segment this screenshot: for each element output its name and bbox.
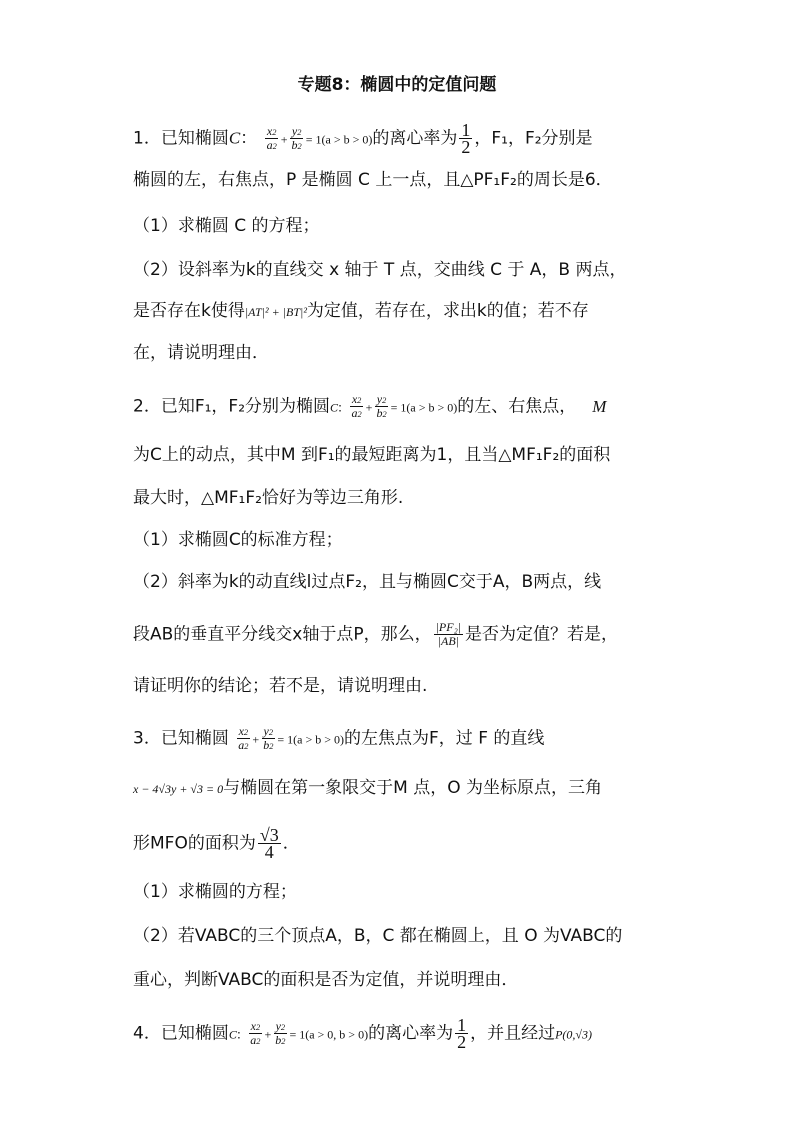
fraction-x2-a2: $\frac{x^2}{a^2}$ — [238, 724, 249, 752]
point-m: M — [592, 396, 607, 416]
problem-2-line-2: 为C上的动点，其中M 到F₁的最短距离为1，且当△MF₁F₂的面积 — [133, 445, 611, 465]
colon: : — [338, 400, 343, 415]
point-p: P(0,√3) — [555, 1027, 592, 1042]
problem-4-line-1: 4．已知椭圆C: $\frac{x^2}{a^2}$ + $\frac{y^2}{b^2}$ = 1(a > 0, b > 0)的离心率为 $\frac{1}{2}$ ，并且经过P(0,√3) — [133, 1015, 592, 1052]
text-segment: 段AB的垂直平分线交x轴于点P，那么， — [133, 624, 432, 645]
fraction-y2-b2: $\frac{y^2}{b^2}$ — [263, 724, 274, 752]
problem-2-line-3: 最大时，△MF₁F₂恰好为等边三角形. — [133, 488, 404, 508]
ellipse-name: C — [228, 128, 241, 148]
problem-lead: 已知椭圆 — [160, 1023, 229, 1044]
equation-tail: = 1(a > b > 0) — [277, 732, 345, 747]
problem-number: 4． — [133, 1023, 161, 1044]
fraction-x2-a2: $\frac{x^2}{a^2}$ — [250, 1019, 261, 1047]
fraction-y2-b2: $\frac{y^2}{b^2}$ — [291, 124, 302, 152]
equation-tail: = 1(a > b > 0) — [390, 400, 458, 415]
problem-lead: 已知椭圆 — [160, 728, 229, 749]
problem-1-line-1 — [133, 122, 593, 155]
problem-3-question-1: （1）求椭圆的方程； — [133, 882, 297, 902]
problem-1-line-2: 椭圆的左，右焦点，P 是椭圆 C 上一点，且△PF₁F₂的周长是6． — [133, 170, 613, 190]
eccentricity-text: 的离心率为 — [372, 128, 458, 149]
text-segment: 的左、右焦点， — [457, 396, 577, 417]
eccentricity-text: 的离心率为 — [368, 1023, 454, 1044]
colon: ： — [240, 128, 258, 149]
text-segment: ． — [282, 833, 300, 854]
fraction-x2-a2: $\frac{x^2}{a^2}$ — [266, 124, 277, 152]
fraction-sqrt3-over-4: $\frac{√3}{4}$ — [259, 825, 279, 862]
fraction-one-half: $\frac{1}{2}$ — [461, 120, 471, 157]
problem-number: 2． — [133, 396, 161, 417]
problem-3-question-2-line-2: 重心，判断VABC的面积是否为定值，并说明理由． — [133, 970, 519, 990]
page-title: 专题8：椭圆中的定值问题 — [297, 75, 497, 95]
problem-3-line-1: 3．已知椭圆 $\frac{x^2}{a^2}$ + $\frac{y^2}{b^2}$ = 1(a > b > 0)的左焦点为F，过 F 的直线 — [133, 724, 545, 752]
problem-number: 1． — [133, 128, 161, 149]
problem-3-line-3 — [133, 827, 300, 860]
sum-of-squares-expression: |AT|² + |BT|² — [244, 305, 307, 319]
problem-lead: 已知F₁，F₂分别为椭圆 — [160, 396, 331, 417]
problem-number: 3． — [133, 728, 161, 749]
problem-1-question-1: （1）求椭圆 C 的方程； — [133, 216, 320, 236]
fraction-pf2-over-ab: $\frac{\text{|PF₂|}}{|AB|}$ — [435, 620, 462, 648]
equation-tail: = 1(a > b > 0) — [305, 132, 373, 147]
problem-2-question-2-line-3: 请证明你的结论；若不是，请说明理由. — [133, 676, 428, 696]
fraction-y2-b2: $\frac{y^2}{b^2}$ — [275, 1019, 286, 1047]
ellipse-name: C — [228, 1027, 237, 1042]
fraction-one-half: $\frac{1}{2}$ — [457, 1015, 467, 1052]
line-equation: x − 4√3y + √3 = 0 — [133, 782, 224, 796]
ellipse-name: C — [330, 400, 339, 415]
fraction-x2-a2: $\frac{x^2}{a^2}$ — [351, 392, 362, 420]
equation-tail: = 1(a > 0, b > 0) — [289, 1027, 369, 1042]
problem-1-question-2-line-1: （2）设斜率为k的直线交 x 轴于 T 点，交曲线 C 于 A，B 两点， — [133, 260, 627, 280]
plus-sign: + — [280, 132, 288, 147]
colon: : — [236, 1027, 241, 1042]
foci-text: ，F₁，F₂分别是 — [474, 128, 593, 149]
text-segment: ，并且经过 — [470, 1023, 556, 1044]
fraction-y2-b2: $\frac{y^2}{b^2}$ — [376, 392, 387, 420]
problem-lead: 已知椭圆 — [160, 128, 229, 149]
text-segment: 形MFO的面积为 — [133, 833, 256, 854]
problem-2-line-1: 2．已知F₁，F₂分别为椭圆C: $\frac{x^2}{a^2}$ + $\frac{y^2}{b^2}$ = 1(a > b > 0)的左、右焦点， M — [133, 392, 607, 420]
problem-2-question-2-line-2 — [133, 621, 618, 648]
problem-2-question-2-line-1: （2）斜率为k的动直线l过点F₂，且与椭圆C交于A，B两点，线 — [133, 572, 602, 592]
text-segment: 是否存在k使得 — [133, 301, 245, 321]
problem-1-question-2-line-2 — [133, 299, 589, 324]
text-segment: 与椭圆在第一象限交于M 点，O 为坐标原点，三角 — [223, 778, 602, 798]
text-segment: 为定值，若存在，求出k的值；若不存 — [306, 301, 589, 321]
text-segment: 的左焦点为F，过 F 的直线 — [344, 728, 545, 749]
problem-1-question-2-line-3: 在，请说明理由． — [133, 343, 269, 363]
text-segment: 是否为定值？若是， — [465, 624, 619, 645]
problem-3-question-2-line-1: （2）若VABC的三个顶点A，B，C 都在椭圆上，且 O 为VABC的 — [133, 926, 623, 946]
problem-2-question-1: （1）求椭圆C的标准方程； — [133, 530, 343, 550]
problem-3-line-2 — [133, 776, 602, 801]
